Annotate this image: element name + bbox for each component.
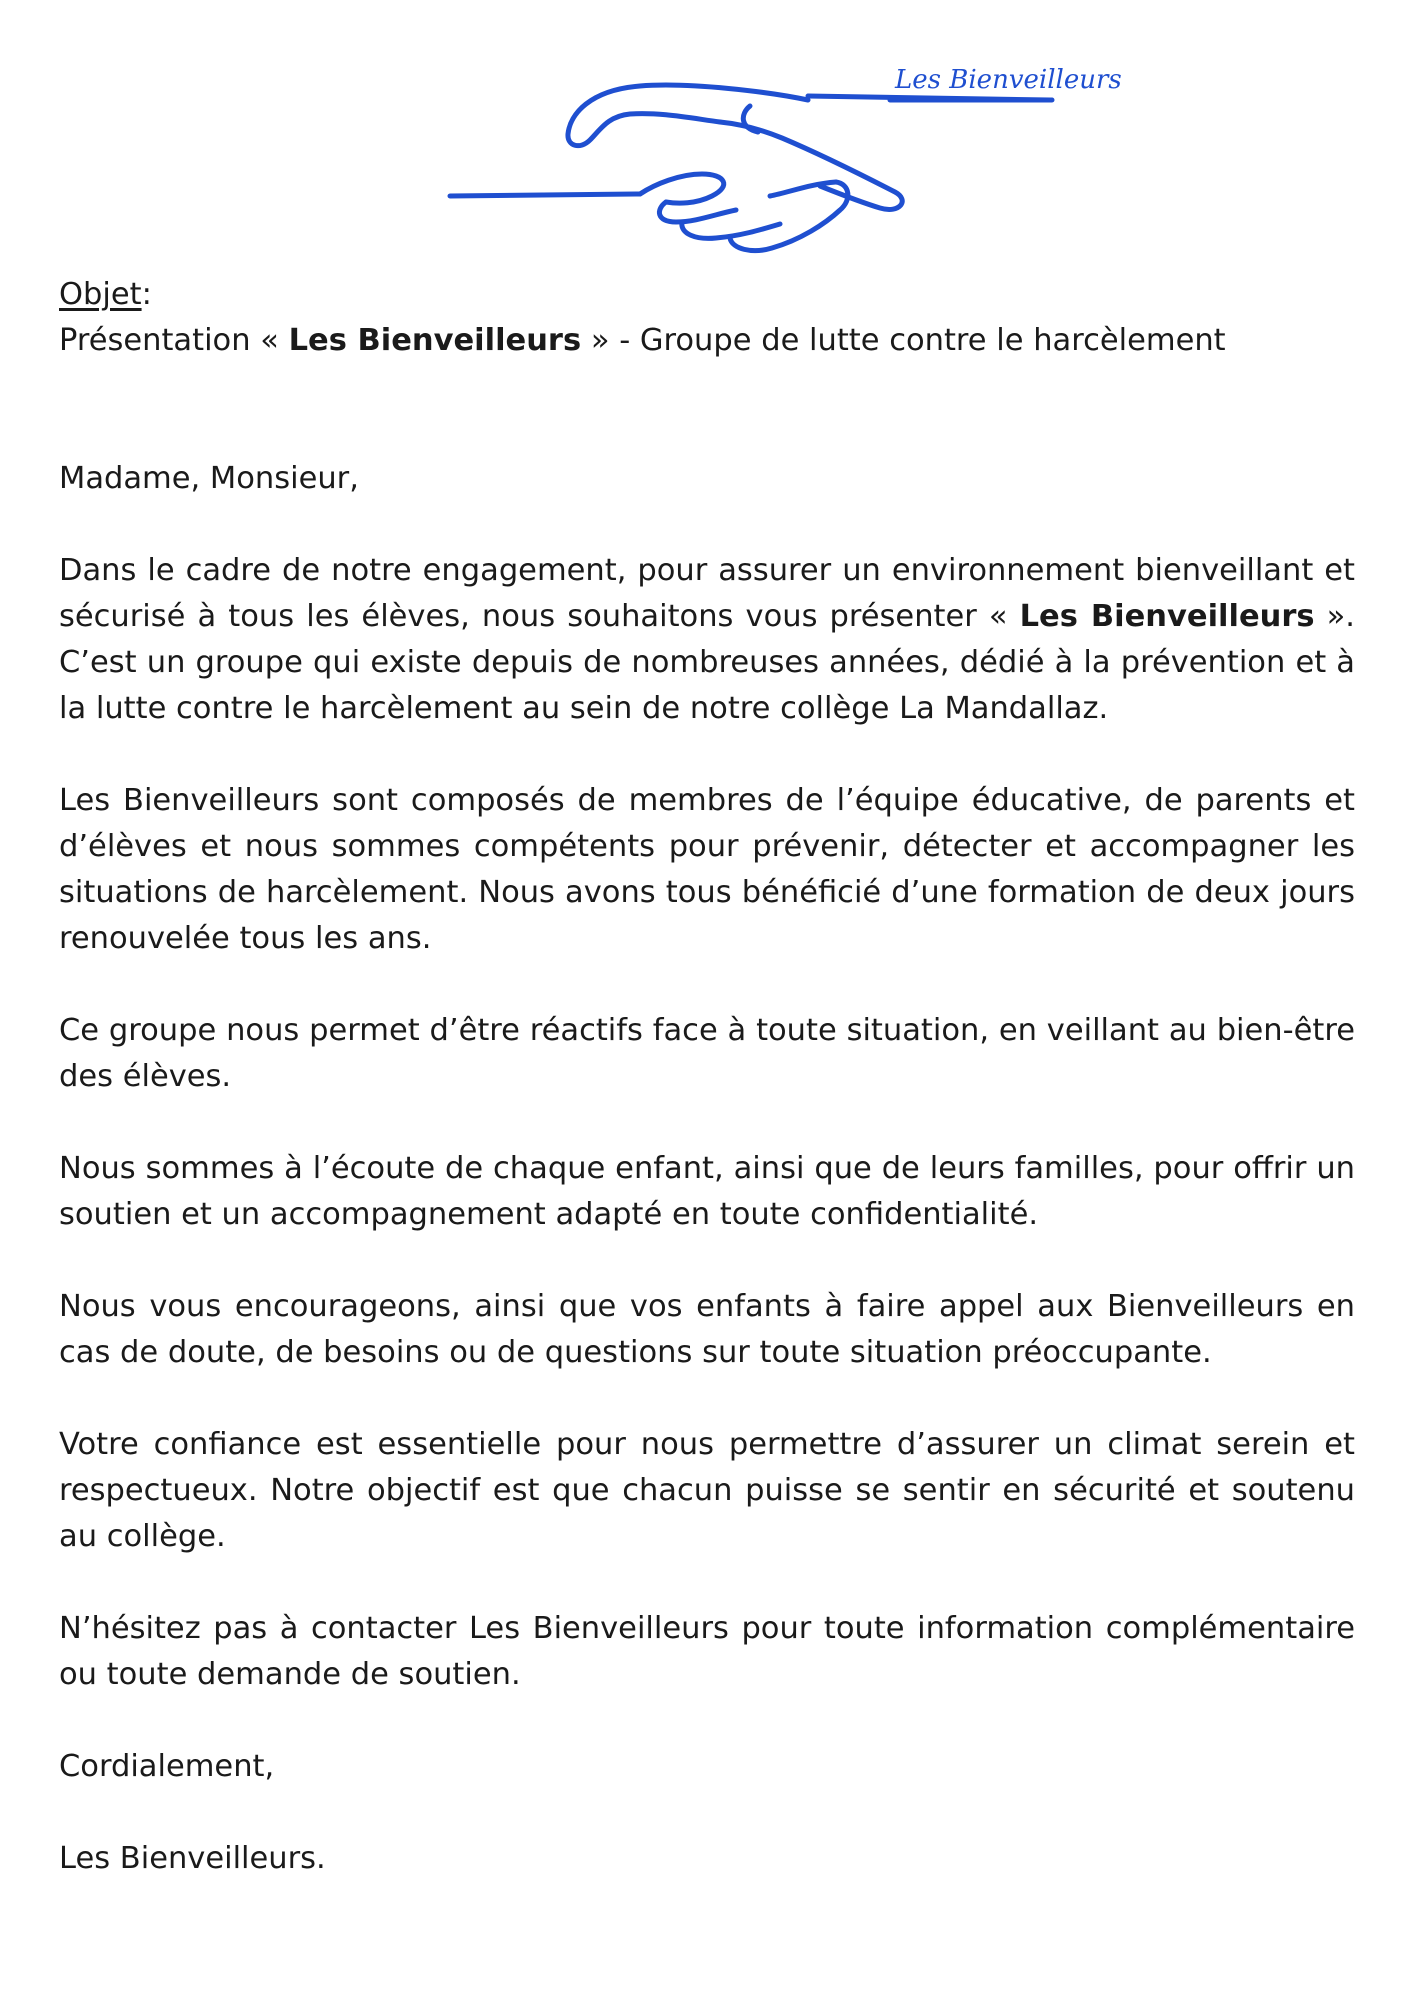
paragraph-confidence: Votre confiance est essentielle pour nous permettre d’assurer un climat serein et respectueux. Notre objectif est que chacun puisse se sentir en sécurité et soutenu au collège.	[59, 1427, 1355, 1554]
paragraph-1-start: Dans le cadre de notre engagement, pour assurer un environnement bienveillant et sécurisé à tous les élèves, nous souhaitons vous présenter «	[59, 553, 1355, 634]
paragraph-introduction	[59, 548, 1355, 732]
subject-label: Objet	[59, 277, 142, 312]
subject-colon: :	[141, 277, 152, 312]
paragraph-reactivity: Ce groupe nous permet d’être réactifs face à toute situation, en veillant au bien-être des élèves.	[59, 1013, 1355, 1094]
subject-text	[59, 318, 1355, 364]
salutation: Madame, Monsieur,	[59, 461, 359, 496]
closing: Cordialement,	[59, 1749, 275, 1784]
signature: Les Bienveilleurs.	[59, 1841, 326, 1876]
paragraph-1-end: ». C’est un groupe qui existe depuis de nombreuses années, dédié à la prévention et à la lutte contre le harcèlement au sein de notre collège La Mandallaz.	[59, 599, 1355, 726]
subject-prefix: Présentation «	[59, 323, 289, 358]
logo	[440, 34, 1122, 264]
paragraph-contact: N’hésitez pas à contacter Les Bienveilleurs pour toute information complémentaire ou toute demande de soutien.	[59, 1611, 1355, 1692]
paragraph-encouragement: Nous vous encourageons, ainsi que vos enfants à faire appel aux Bienveilleurs en cas de doute, de besoins ou de questions sur toute situation préoccupante.	[59, 1289, 1355, 1370]
paragraph-members: Les Bienveilleurs sont composés de membres de l’équipe éducative, de parents et d’élèves et nous sommes compétents pour prévenir, détecter et accompagner les situations de harcèlement. Nous avons tous bénéficié d’une formation de deux jours renouvelée tous les ans.	[59, 783, 1355, 956]
handshake-icon	[440, 34, 1122, 264]
subject-group-name: Les Bienveilleurs	[288, 323, 582, 358]
logo-text: Les Bienveilleurs	[895, 65, 1122, 95]
paragraph-listening: Nous sommes à l’écoute de chaque enfant, ainsi que de leurs familles, pour offrir un soutien et un accompagnement adapté en toute confidentialité.	[59, 1151, 1355, 1232]
subject-heading	[59, 272, 1355, 318]
paragraph-1-group-name: Les Bienveilleurs	[1019, 599, 1315, 634]
subject-suffix: » - Groupe de lutte contre le harcèlement	[581, 323, 1226, 358]
letter-body	[59, 272, 1355, 1882]
